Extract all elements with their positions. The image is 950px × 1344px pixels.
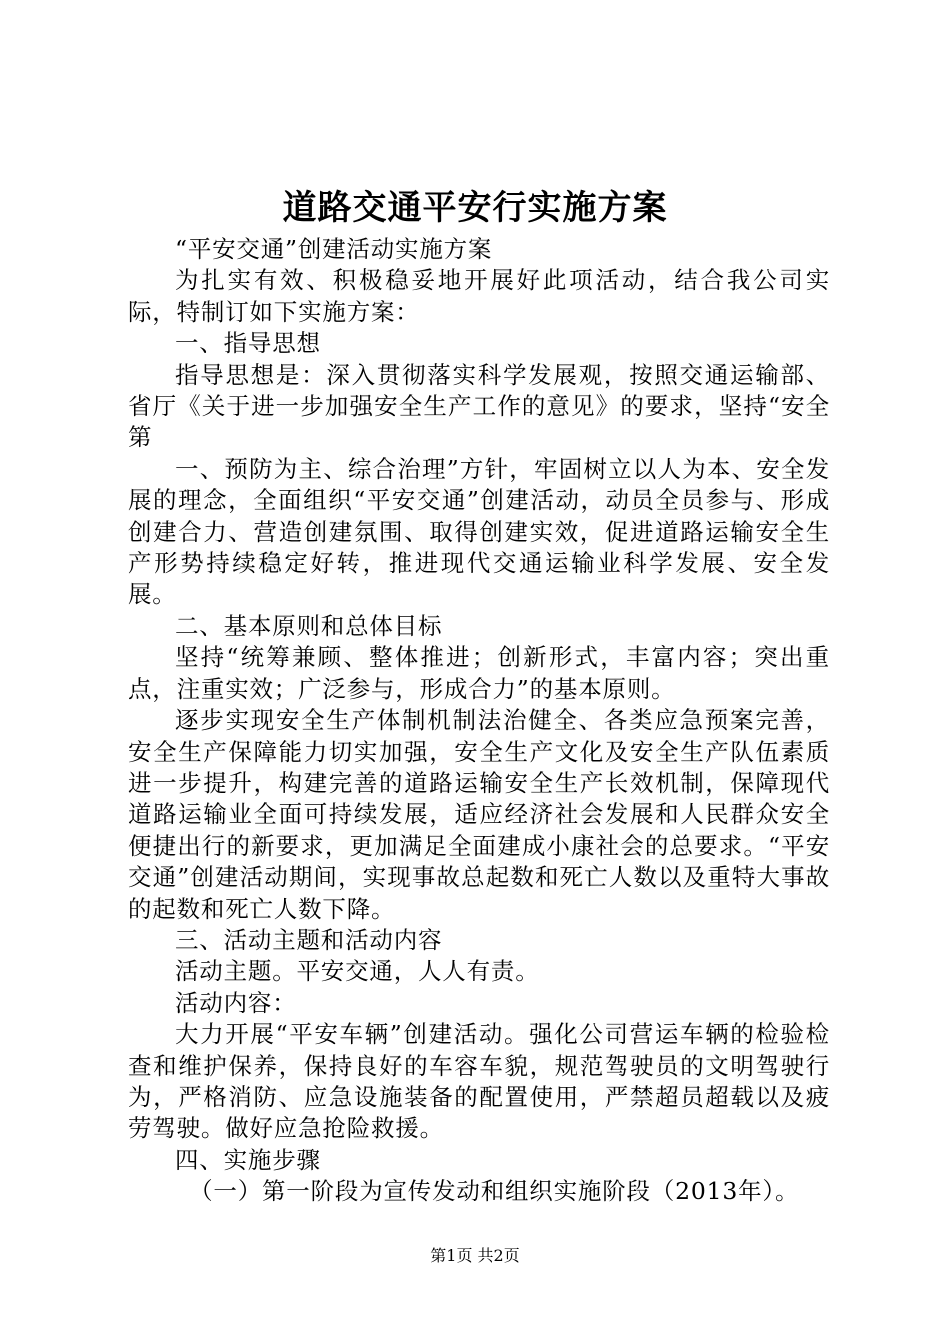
- paragraph-principles: 坚持“统筹兼顾、整体推进；创新形式，丰富内容；突出重点，注重实效；广泛参与，形成合力”的基本原则。: [128, 643, 830, 703]
- heading-activity-theme: 三、活动主题和活动内容: [175, 925, 443, 954]
- page-footer: 第1页 共2页: [430, 1246, 520, 1265]
- paragraph-subtitle: “平安交通”创建活动实施方案: [175, 235, 493, 263]
- paragraph-intro: 为扎实有效、积极稳妥地开展好此项活动，结合我公司实际，特制订如下实施方案：: [128, 266, 830, 326]
- paragraph-activity-content: 大力开展“平安车辆”创建活动。强化公司营运车辆的检验检查和维护保养，保持良好的车容车貌，规范驾驶员的文明驾驶行为，严格消防、应急设施装备的配置使用，严禁超员超载以及疲劳驾驶。做好应急抢险救援。: [128, 1020, 830, 1143]
- paragraph-goals: 逐步实现安全生产体制机制法治健全、各类应急预案完善，安全生产保障能力切实加强，安全生产文化及安全生产队伍素质进一步提升，构建完善的道路运输安全生产长效机制，保障现代道路运输业全面可持续发展，适应经济社会发展和人民群众安全便捷出行的新要求，更加满足全面建成小康社会的总要求。“平安交通”创建活动期间，实现事故总起数和死亡人数以及重特大事故的起数和死亡人数下降。: [128, 706, 830, 923]
- heading-guiding-ideology: 一、指导思想: [175, 329, 321, 358]
- document-body: [128, 234, 830, 1208]
- heading-implementation-steps: 四、实施步骤: [175, 1145, 321, 1174]
- paragraph-first-stage: （一）第一阶段为宣传发动和组织实施阶段（2013年）。: [189, 1177, 800, 1206]
- paragraph-activity-theme: 活动主题。平安交通，人人有责。: [175, 957, 540, 986]
- heading-principles-goals: 二、基本原则和总体目标: [175, 611, 443, 640]
- paragraph-activity-content-label: 活动内容：: [175, 988, 297, 1017]
- paragraph-guiding-ideology: 指导思想是：深入贯彻落实科学发展观，按照交通运输部、省厅《关于进一步加强安全生产工作的意见》的要求，坚持“安全第: [128, 360, 830, 452]
- document-title: 道路交通平安行实施方案: [282, 188, 668, 228]
- paragraph-policy: 一、预防为主、综合治理”方针，牢固树立以人为本、安全发展的理念，全面组织“平安交通”创建活动，动员全员参与、形成创建合力、营造创建氛围、取得创建实效，促进道路运输安全生产形势持续稳定好转，推进现代交通运输业科学发展、安全发展。: [128, 454, 830, 609]
